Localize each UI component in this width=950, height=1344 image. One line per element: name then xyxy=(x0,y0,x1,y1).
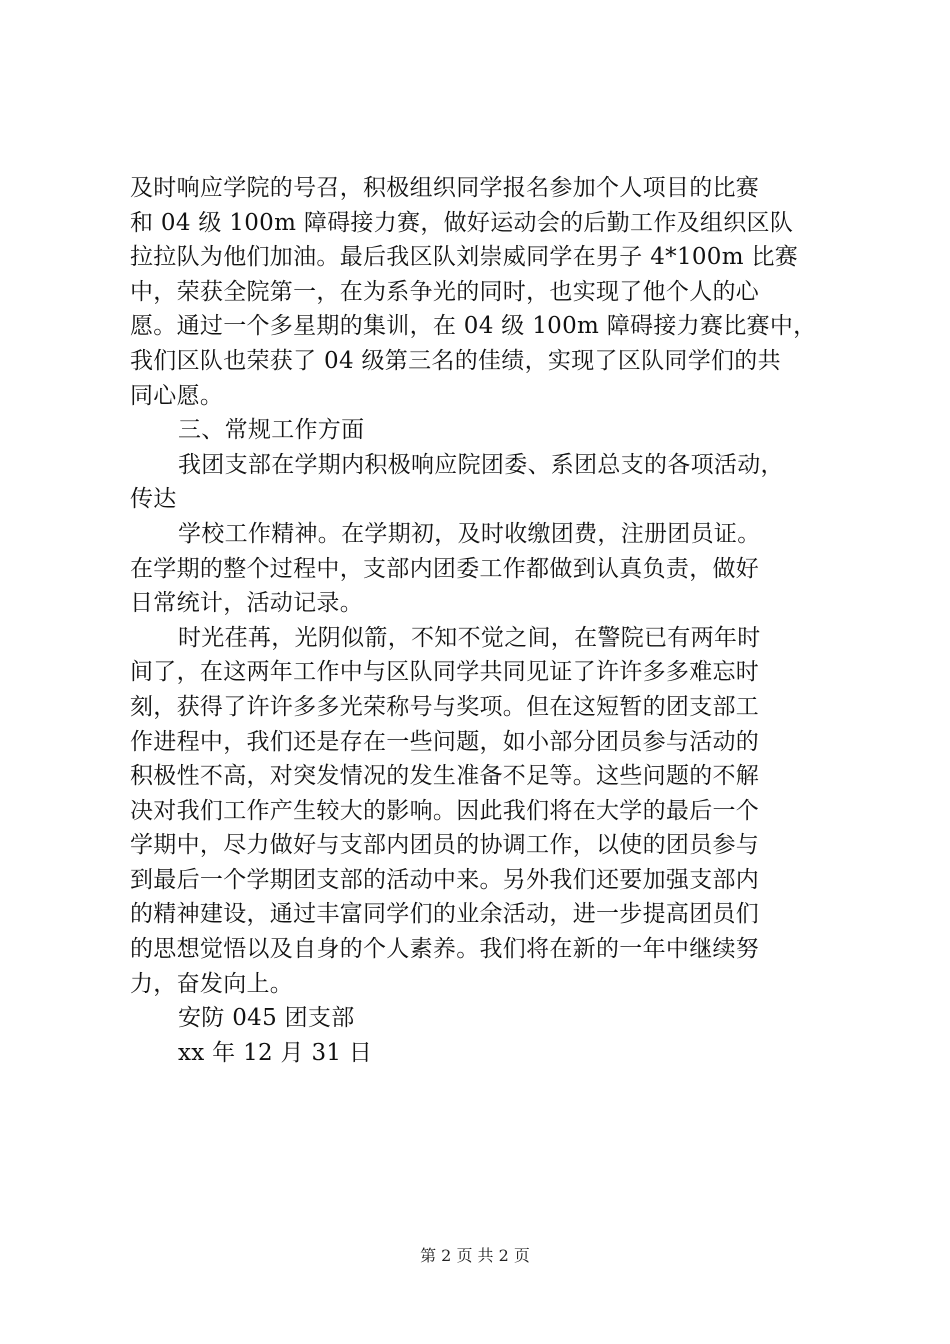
text-line: 日常统计，活动记录。 xyxy=(130,590,363,617)
text-line: 学校工作精神。在学期初，及时收缴团费，注册团员证。 xyxy=(178,520,761,547)
text-line: 和 04 级 100m 障碍接力赛，做好运动会的后勤工作及组织区队 xyxy=(130,209,794,236)
text-line: 及时响应学院的号召，积极组织同学报名参加个人项目的比赛 xyxy=(130,175,760,201)
text-line: xx 年 12 月 31 日 xyxy=(178,1039,373,1066)
text-line: 我团支部在学期内积极响应院团委、系团总支的各项活动， xyxy=(178,451,784,478)
text-line: 我们区队也荣获了 04 级第三名的佳绩，实现了区队同学们的共 xyxy=(130,347,781,374)
text-line: 拉拉队为他们加油。最后我区队刘崇威同学在男子 4*100m 比赛 xyxy=(130,244,799,271)
text-line: 时光荏苒，光阴似箭，不知不觉之间，在警院已有两年时 xyxy=(178,624,761,651)
text-line: 到最后一个学期团支部的活动中来。另外我们还要加强支部内 xyxy=(130,866,760,893)
text-line: 同心愿。 xyxy=(130,382,224,409)
text-line: 的思想觉悟以及自身的个人素养。我们将在新的一年中继续努 xyxy=(130,936,760,963)
page-footer: 第 2 页 共 2 页 xyxy=(420,1246,530,1265)
text-line: 刻，获得了许许多多光荣称号与奖项。但在这短暂的团支部工 xyxy=(130,693,760,720)
text-line: 学期中，尽力做好与支部内团员的协调工作，以使的团员参与 xyxy=(130,832,760,859)
document-body xyxy=(130,171,835,1070)
text-line: 力，奋发向上。 xyxy=(130,970,294,997)
text-line: 积极性不高，对突发情况的发生准备不足等。这些问题的不解 xyxy=(130,763,760,790)
text-line: 决对我们工作产生较大的影响。因此我们将在大学的最后一个 xyxy=(130,797,760,824)
text-line: 间了，在这两年工作中与区队同学共同见证了许许多多难忘时 xyxy=(130,659,760,686)
text-line: 安防 045 团支部 xyxy=(178,1005,355,1032)
text-line: 的精神建设，通过丰富同学们的业余活动，进一步提高团员们 xyxy=(130,901,760,928)
text-line: 传达 xyxy=(130,486,177,513)
text-line: 三、常规工作方面 xyxy=(178,417,365,444)
text-line: 中，荣获全院第一，在为系争光的同时，也实现了他个人的心 xyxy=(130,278,760,305)
text-line: 愿。通过一个多星期的集训，在 04 级 100m 障碍接力赛比赛中， xyxy=(130,313,817,340)
text-line: 作进程中，我们还是存在一些问题，如小部分团员参与活动的 xyxy=(130,728,760,755)
text-line: 在学期的整个过程中，支部内团委工作都做到认真负责，做好 xyxy=(130,555,760,582)
